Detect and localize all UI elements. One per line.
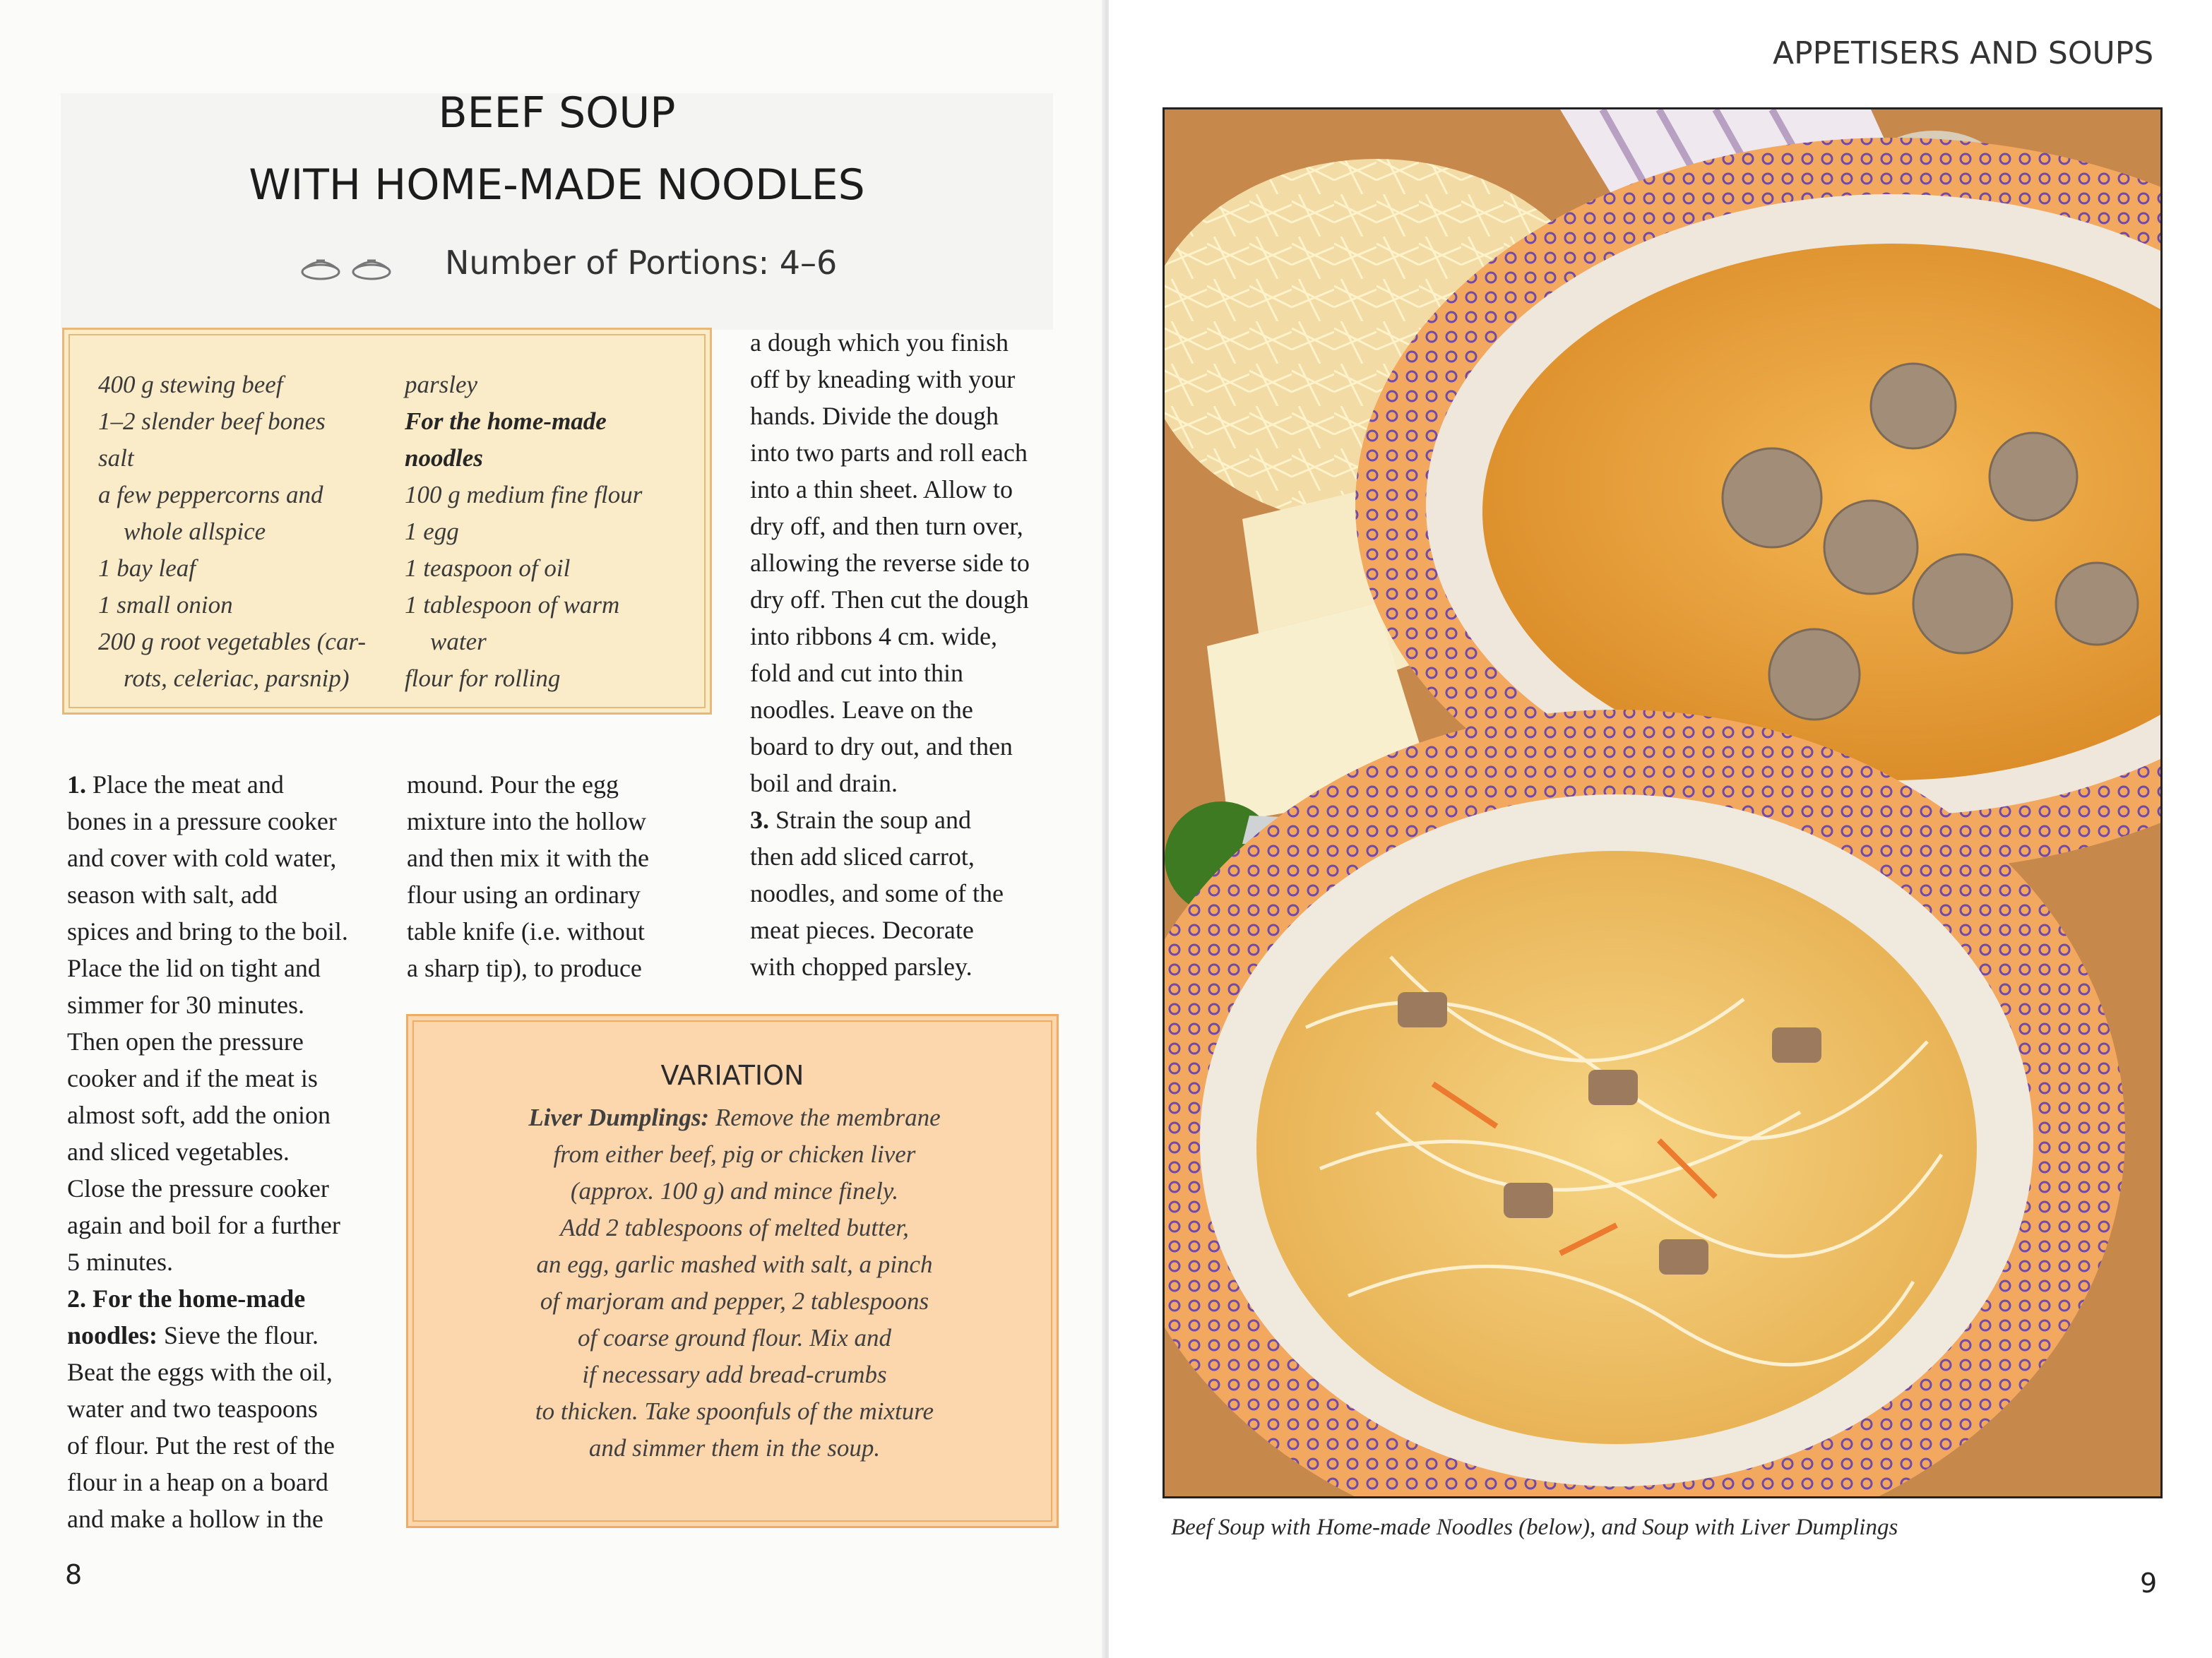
method-line-text: table knife (i.e. without	[407, 917, 645, 946]
method-line-text: into a thin sheet. Allow to	[750, 475, 1013, 503]
recipe-subtitle: WITH HOME-MADE NOODLES	[249, 160, 865, 210]
method-line	[67, 1133, 385, 1170]
method-line	[67, 1354, 385, 1390]
ingredient-line: parsley	[405, 371, 478, 398]
portions-row	[297, 244, 932, 289]
method-line	[750, 875, 1068, 912]
method-line-text: bones in a pressure cooker	[67, 807, 337, 835]
variation-line	[429, 1283, 1040, 1320]
method-line	[67, 1170, 385, 1207]
method-line	[750, 655, 1068, 691]
variation-line-lead: Liver Dumplings:	[528, 1104, 710, 1131]
ingredient-line: 1–2 slender beef bones	[98, 407, 326, 435]
ingredients-box	[62, 328, 712, 715]
method-line-text: mound. Pour the egg	[407, 770, 619, 799]
variation-line	[429, 1173, 1040, 1210]
method-line-text: of flour. Put the rest of the	[67, 1431, 335, 1460]
method-line	[750, 471, 1068, 508]
ingredient-line: noodles	[405, 444, 483, 472]
ingredient-line: 1 tablespoon of warm	[405, 591, 620, 619]
method-line	[67, 1244, 385, 1280]
soup-photo	[1163, 107, 2163, 1498]
method-line	[750, 508, 1068, 544]
method-line-text: a dough which you finish	[750, 328, 1009, 357]
method-line-text: Beat the eggs with the oil,	[67, 1358, 333, 1386]
variation-line	[429, 1099, 1040, 1136]
method-line-text: Place the lid on tight and	[67, 954, 321, 982]
method-line-lead: 2. For the home-made	[67, 1284, 306, 1313]
method-line-text: fold and cut into thin	[750, 659, 963, 687]
method-line-text: 5 minutes.	[67, 1248, 173, 1276]
method-line-text: spices and bring to the boil.	[67, 917, 348, 946]
method-line-text: Strain the soup and	[769, 806, 971, 834]
ingredient-line: 1 egg	[405, 518, 459, 545]
method-line	[67, 1280, 385, 1317]
ingredient-line: water	[430, 628, 487, 655]
method-line	[67, 1060, 385, 1097]
method-line-text: simmer for 30 minutes.	[67, 991, 304, 1019]
section-header: APPETISERS AND SOUPS	[1773, 35, 2154, 71]
variation-line-text: if necessary add bread-crumbs	[582, 1361, 887, 1388]
ingredient-line: salt	[98, 444, 134, 472]
method-line-text: with chopped parsley.	[750, 953, 973, 981]
page-number-right: 9	[2140, 1568, 2158, 1599]
method-line-text: into two parts and roll each	[750, 439, 1028, 467]
method-line-text: into ribbons 4 cm. wide,	[750, 622, 997, 650]
method-line	[67, 1207, 385, 1244]
method-line	[750, 838, 1068, 875]
variation-line	[429, 1210, 1040, 1246]
method-line	[407, 913, 718, 950]
method-line-text: boil and drain.	[750, 769, 898, 797]
method-line	[67, 1390, 385, 1427]
method-line	[67, 913, 385, 950]
method-line-text: Place the meat and	[86, 770, 284, 799]
method-line-text: and then mix it with the	[407, 844, 649, 872]
method-column-3	[750, 324, 1068, 985]
ingredient-line: 1 bay leaf	[98, 554, 196, 582]
ingredient-line: 400 g stewing beef	[98, 371, 283, 398]
method-line	[750, 912, 1068, 948]
method-line-text: dry off, and then turn over,	[750, 512, 1023, 540]
ingredient-line: 200 g root vegetables (car-	[98, 628, 367, 655]
method-line-lead: noodles:	[67, 1321, 158, 1349]
page-number-left: 8	[65, 1559, 83, 1590]
method-line-text: allowing the reverse side to	[750, 549, 1030, 577]
variation-line	[429, 1356, 1040, 1393]
variation-line-text: Remove the membrane	[709, 1104, 941, 1131]
variation-line-text: (approx. 100 g) and mince finely.	[570, 1177, 899, 1205]
variation-line-text: Add 2 tablespoons of melted butter,	[560, 1214, 909, 1241]
variation-line	[429, 1136, 1040, 1173]
method-line	[407, 766, 718, 803]
method-line-text: water and two teaspoons	[67, 1395, 318, 1423]
method-line-text: season with salt, add	[67, 881, 278, 909]
method-line-lead: 1.	[67, 770, 86, 799]
method-line	[407, 840, 718, 876]
method-line	[67, 803, 385, 840]
method-line-lead: 3.	[750, 806, 769, 834]
method-line	[750, 765, 1068, 801]
method-line	[407, 950, 718, 986]
variation-heading: VARIATION	[660, 1060, 804, 1091]
method-line	[67, 1501, 385, 1537]
method-line	[750, 691, 1068, 728]
method-line	[67, 986, 385, 1023]
method-line	[67, 1427, 385, 1464]
recipe-title: BEEF SOUP	[438, 88, 676, 138]
method-line	[67, 950, 385, 986]
method-line	[67, 1464, 385, 1501]
variation-line	[429, 1430, 1040, 1467]
method-column-2	[407, 766, 718, 986]
variation-line	[429, 1320, 1040, 1356]
method-line	[750, 398, 1068, 434]
method-line-text: noodles. Leave on the	[750, 696, 973, 724]
ingredient-line: rots, celeriac, parsnip)	[124, 664, 350, 692]
method-line	[67, 766, 385, 803]
variation-line-text: to thicken. Take spoonfuls of the mixture	[535, 1397, 934, 1425]
method-line	[750, 801, 1068, 838]
method-line	[407, 876, 718, 913]
method-line	[67, 1097, 385, 1133]
method-line-text: Close the pressure cooker	[67, 1174, 329, 1203]
variation-line	[429, 1393, 1040, 1430]
ingredients-column-1	[98, 366, 395, 697]
method-line-text: almost soft, add the onion	[67, 1101, 331, 1129]
ingredient-line: 1 small onion	[98, 591, 233, 619]
ingredient-line: a few peppercorns and	[98, 481, 323, 508]
method-line	[67, 840, 385, 876]
method-line-text: Sieve the flour.	[157, 1321, 319, 1349]
method-line-text: flour using an ordinary	[407, 881, 641, 909]
method-line	[407, 803, 718, 840]
variation-line-text: an egg, garlic mashed with salt, a pinch	[536, 1251, 933, 1278]
variation-line	[429, 1246, 1040, 1283]
method-line	[750, 948, 1068, 985]
photo-caption: Beef Soup with Home-made Noodles (below), and Soup with Liver Dumplings	[1171, 1515, 1898, 1540]
method-line-text: off by kneading with your	[750, 365, 1016, 393]
method-line-text: dry off. Then cut the dough	[750, 585, 1029, 614]
method-line-text: a sharp tip), to produce	[407, 954, 642, 982]
ingredients-column-2	[405, 366, 701, 697]
method-line	[750, 581, 1068, 618]
method-column-1	[67, 766, 385, 1537]
method-line-text: and cover with cold water,	[67, 844, 337, 872]
method-line	[750, 324, 1068, 361]
variation-line-text: from either beef, pig or chicken liver	[553, 1140, 916, 1168]
method-line-text: mixture into the hollow	[407, 807, 646, 835]
ingredient-line: whole allspice	[124, 518, 266, 545]
variation-box	[406, 1014, 1059, 1528]
cooking-pot-icon	[297, 252, 403, 283]
method-line-text: flour in a heap on a board	[67, 1468, 328, 1496]
method-line	[67, 1317, 385, 1354]
method-line-text: meat pieces. Decorate	[750, 916, 974, 944]
method-line-text: cooker and if the meat is	[67, 1064, 318, 1092]
method-line-text: board to dry out, and then	[750, 732, 1013, 761]
method-line	[67, 876, 385, 913]
method-line	[750, 544, 1068, 581]
ingredient-line: 1 teaspoon of oil	[405, 554, 571, 582]
method-line-text: hands. Divide the dough	[750, 402, 999, 430]
variation-line-text: of marjoram and pepper, 2 tablespoons	[540, 1287, 929, 1315]
method-line-text: noodles, and some of the	[750, 879, 1004, 907]
method-line	[750, 434, 1068, 471]
method-line-text: again and boil for a further	[67, 1211, 340, 1239]
method-line-text: Then open the pressure	[67, 1027, 304, 1056]
variation-line-text: of coarse ground flour. Mix and	[578, 1324, 891, 1352]
ingredient-line: For the home-made	[405, 407, 607, 435]
ingredient-line: 100 g medium fine flour	[405, 481, 643, 508]
ingredient-line: flour for rolling	[405, 664, 561, 692]
portions-label: Number of Portions: 4–6	[445, 244, 838, 282]
method-line-text: then add sliced carrot,	[750, 842, 975, 871]
variation-text	[429, 1099, 1040, 1467]
variation-line-text: and simmer them in the soup.	[588, 1434, 881, 1462]
method-line-text: and make a hollow in the	[67, 1505, 323, 1533]
method-line	[750, 361, 1068, 398]
method-line	[750, 618, 1068, 655]
method-line	[750, 728, 1068, 765]
method-line	[67, 1023, 385, 1060]
method-line-text: and sliced vegetables.	[67, 1138, 290, 1166]
